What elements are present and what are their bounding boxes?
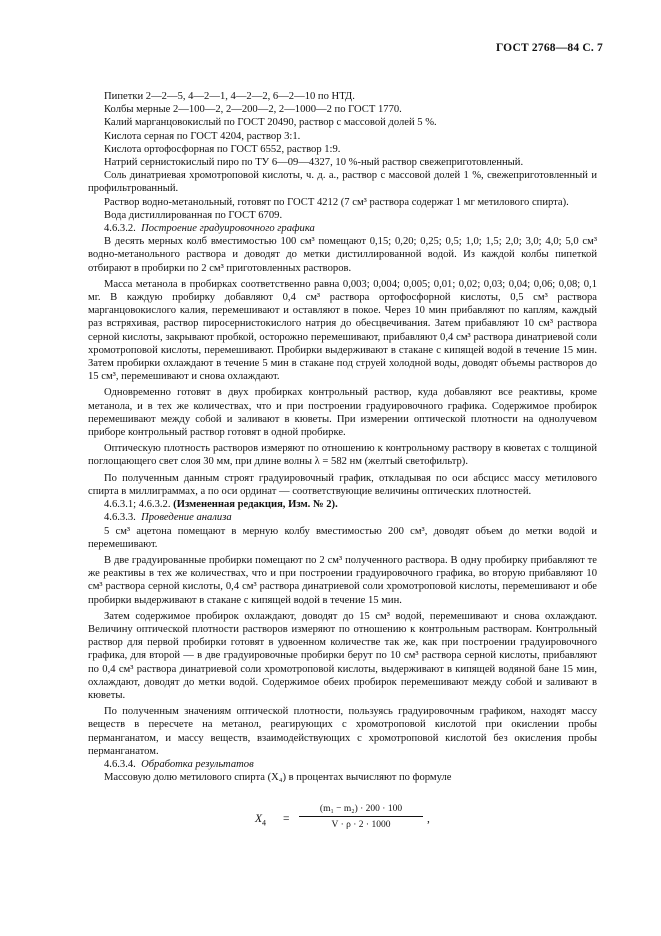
- paragraph-text: В десять мерных колб вместимостью 100 см³ помещают 0,15; 0,20; 0,25; 0,5; 1,0; 1,5; 2,0; 3,0; 4,0; 5,0 см³ водно-метанольного раствора и доводят до метки дистиллированной водой. Из каждой колбы пипеткой отбирают в пробирки по 2 см³ приготовленных растворов.: [88, 236, 597, 274]
- amendment-note: (Измененная редакция, Изм. № 2).: [173, 499, 338, 511]
- paragraph-text: Натрий сернистокислый пиро по ТУ 6—09—4327, 10 %-ный раствор свежеприготовленный.: [104, 157, 524, 169]
- paragraph-text: 4.6.3.1; 4.6.3.2.: [104, 499, 171, 511]
- paragraph: [88, 758, 597, 771]
- paragraph-text: Массовую долю метилового спирта (X₄) в процентах вычисляют по формуле: [104, 772, 452, 784]
- paragraph-text: 4.6.3.2.: [104, 223, 136, 235]
- paragraph: [88, 498, 597, 511]
- formula-x4: [255, 800, 455, 840]
- paragraph-text: Вода дистиллированная по ГОСТ 6709.: [104, 209, 283, 221]
- paragraph-text: Оптическую плотность растворов измеряют по отношению к контрольному раствору в кюветах с толщиной поглощающего свет слоя 30 мм, при длине волны λ = 582 нм (желтый светофильтр).: [88, 443, 597, 468]
- paragraph: [88, 386, 597, 439]
- paragraph: [88, 116, 597, 129]
- paragraph-text: Кислота ортофосфорная по ГОСТ 6552, раствор 1:9.: [104, 143, 341, 155]
- section-title: Обработка результатов: [141, 758, 254, 770]
- formula-lhs: $X_4$: [255, 813, 267, 828]
- paragraph: [88, 235, 597, 275]
- paragraph-text: Соль динатриевая хромотроповой кислоты, ч. д. а., раствор с массовой долей 1 %, свежеприготовленный и профильтрованный.: [88, 170, 597, 195]
- document-body: [88, 90, 597, 784]
- formula-numerator: (m₁ − m₂) · 200 · 100: [319, 804, 403, 814]
- paragraph-text: Кислота серная по ГОСТ 4204, раствор 3:1.: [104, 130, 301, 142]
- paragraph: [88, 156, 597, 169]
- formula-denominator: V · ρ · 2 · 1000: [331, 820, 391, 830]
- paragraph: [88, 278, 597, 384]
- formula-equals: =: [283, 813, 290, 825]
- paragraph: [88, 705, 597, 758]
- paragraph-text: По полученным значениям оптической плотности, пользуясь градуировочным графиком, находят массу веществ в пересчете на метанол, реагирующих с хромотроповой кислотой при окислении пробы перманганатом, и массу веществ, взаимодействующих с хромотроповой кислотой без окисления пробы перманганатом.: [88, 706, 597, 757]
- paragraph: [88, 209, 597, 222]
- paragraph: [88, 771, 597, 784]
- paragraph: [88, 472, 597, 498]
- paragraph-text: 5 см³ ацетона помещают в мерную колбу вместимостью 200 см³, доводят объем до метки водой и перемешивают.: [88, 525, 597, 550]
- paragraph: [88, 143, 597, 156]
- paragraph: [88, 90, 597, 103]
- paragraph-text: Колбы мерные 2—100—2, 2—200—2, 2—1000—2 по ГОСТ 1770.: [104, 104, 402, 116]
- paragraph: [88, 196, 597, 209]
- paragraph: [88, 442, 597, 468]
- page-header: ГОСТ 2768—84 С. 7: [495, 42, 603, 54]
- paragraph-text: Одновременно готовят в двух пробирках контрольный раствор, куда добавляют все реактивы, кроме метанола, и в тех же количествах, что и при построении градуировочного графика. Содержимое пробирок перемешивают между собой и заливают в кюветы. При измерении оптической плотности на однолучевом приборе контрольный раствор готовят в одной пробирке.: [88, 387, 597, 439]
- paragraph: [88, 169, 597, 195]
- formula-comma: ,: [427, 813, 430, 825]
- paragraph-text: В две градуированные пробирки помещают по 2 см³ полученного раствора. В одну пробирку прибавляют те же реактивы в тех же количествах, что и при построении градуировочного графика, во вторую прибавляют 10 см³ раствора серной кислоты, 0,4 см³ раствора динатриевой соли хромотроповой кислоты, перемешивают и обе пробирки выдерживают в стакане с кипящей водой в течение 15 мин.: [88, 554, 597, 606]
- paragraph: [88, 222, 597, 235]
- paragraph-text: 4.6.3.3.: [104, 512, 136, 524]
- paragraph: [88, 554, 597, 607]
- paragraph-text: Масса метанола в пробирках соответственно равна 0,003; 0,004; 0,005; 0,01; 0,02; 0,03; 0,04; 0,06; 0,08; 0,1 мг. В каждую пробирку добавляют 0,4 см³ раствора ортофосфорной кислоты, 0,5 см³ раствора марганцовокислого калия, перемешивают и оставляют в покое. Через 10 мин прибавляют по каплям, каждый раз встряхивая, раствор пиросернистокислого натрия до обесцвечивания. Затем прибавляют 10 см³ раствора серной кислоты, закрывают пробкой, осторожно перемешивают, прибавляют 0,4 см³ раствора динатриевой соли хромотроповой кислоты, перемешивают. Пробирки выдерживают в стакане с кипящей водой в течение 15 мин. Затем пробирки охлаждают в течение 5 мин в стакане под струей холодной воды, доводят объемы растворов до 15 см³, перемешивают и снова охлаждают.: [88, 278, 597, 383]
- paragraph: [88, 610, 597, 702]
- paragraph-text: Калий марганцовокислый по ГОСТ 20490, раствор с массовой долей 5 %.: [104, 117, 437, 129]
- paragraph-text: Затем содержимое пробирок охлаждают, доводят до 15 см³ водой, перемешивают и снова охлаждают. Величину оптической плотности растворов измеряют по отношению к контрольным растворам. Контрольный раствор для первой пробирки готовят в удвоенном количестве так же, как при построении градуировочного графика, для второй — в две градуировочные пробирки берут по 10 см³ раствора серной кислоты, прибавляют по 0,4 см³ раствора динатриевой соли хромотроповой кислоты, выдерживают в кипящей водяной бане 15 мин, охлаждают, доводят до метки водой. Содержимое обеих пробирок перемешивают между собой и заливают в кюветы.: [88, 610, 597, 701]
- paragraph-text: Раствор водно-метанольный, готовят по ГОСТ 4212 (7 см³ раствора содержат 1 мг метилового спирта).: [104, 196, 569, 208]
- section-title: Проведение анализа: [141, 512, 232, 524]
- paragraph-text: По полученным данным строят градуировочный график, откладывая по оси абсцисс массу метилового спирта в миллиграммах, а по оси ординат — соответствующие величины оптических плотностей.: [88, 472, 597, 497]
- section-title: Построение градуировочного графика: [141, 223, 315, 235]
- paragraph: [88, 103, 597, 116]
- fraction-bar: [299, 816, 423, 817]
- paragraph: [88, 130, 597, 143]
- paragraph: [88, 511, 597, 524]
- paragraph-text: 4.6.3.4.: [104, 758, 136, 770]
- paragraph: [88, 525, 597, 551]
- paragraph-text: Пипетки 2—2—5, 4—2—1, 4—2—2, 6—2—10 по НТД.: [104, 91, 355, 102]
